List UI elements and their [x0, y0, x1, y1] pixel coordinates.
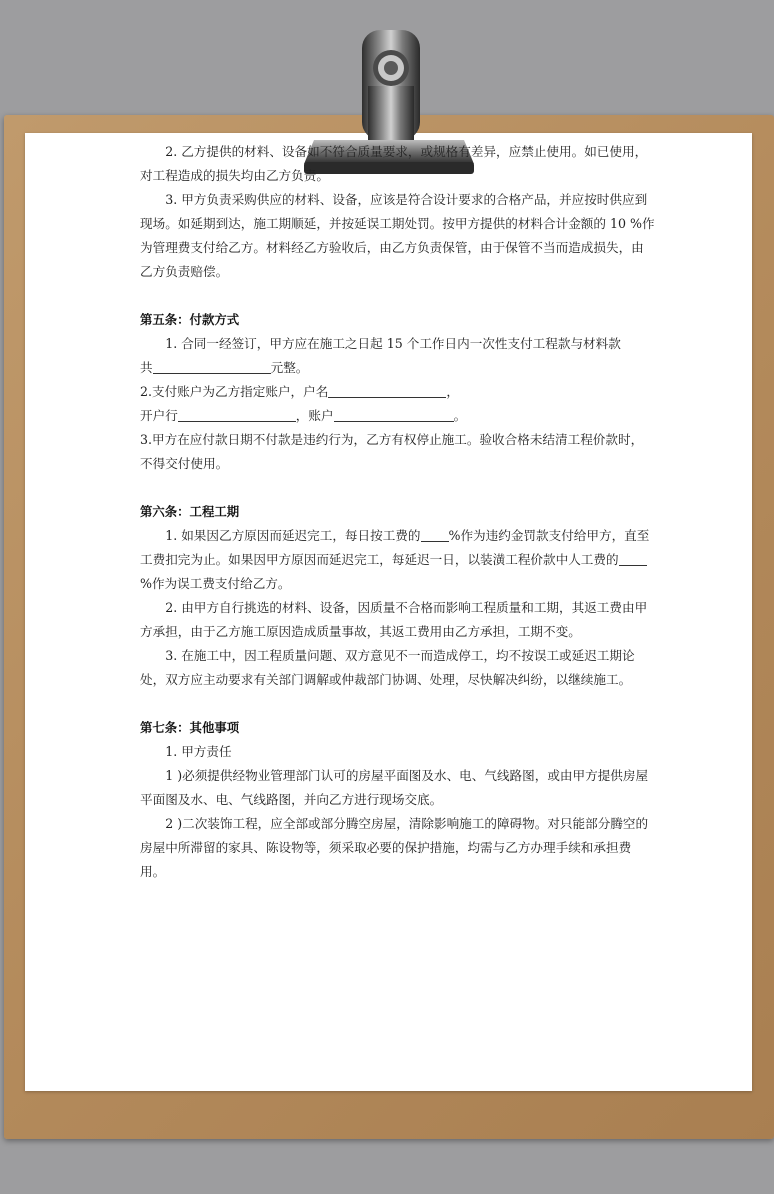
schedule-item-1-part-b: %作为违约金罚款支付给甲方，直至工费扣完为止。如果因甲方原因而延迟完工，每延迟一日，以装潢工程价款中人工费的 [140, 528, 650, 567]
account-name-suffix: ， [446, 384, 459, 399]
schedule-item-2: 2. 由甲方自行挑选的材料、设备，因质量不合格而影响工程质量和工期，其返工费由甲方承担，由于乙方施工原因造成质量事故，其返工费用由乙方承担，工期不变。 [140, 600, 648, 639]
account-number-blank[interactable] [334, 406, 454, 422]
account-number-label: ，账户 [295, 408, 334, 423]
materials-item-2: 2. 乙方提供的材料、设备如不符合质量要求，或规格有差异，应禁止使用。如已使用，对工程造成的损失均由乙方负责。 [140, 144, 648, 183]
schedule-item-1-part-c: %作为误工费支付给乙方。 [140, 576, 291, 591]
section-title-other: 第七条：其他事项 [140, 720, 240, 735]
payment-amount-prefix: 共 [140, 360, 153, 375]
section-title-schedule: 第六条：工程工期 [140, 504, 240, 519]
bank-blank[interactable] [178, 406, 296, 422]
other-item-1: 1 )必须提供经物业管理部门认可的房屋平面图及水、电、气线路图，或由甲方提供房屋平面图及水、电、气线路图，并向乙方进行现场交底。 [140, 768, 649, 807]
party-a-responsibility: 1. 甲方责任 [165, 744, 232, 759]
account-number-suffix: 。 [453, 408, 467, 423]
schedule-item-1-part-a: 1. 如果因乙方原因而延迟完工，每日按工费的 [165, 528, 421, 543]
section-title-payment: 第五条：付款方式 [140, 312, 240, 327]
contract-text [140, 140, 655, 884]
schedule-item-1 [140, 524, 655, 596]
delay-rate-blank[interactable] [619, 550, 647, 566]
account-name-blank[interactable] [328, 382, 446, 398]
penalty-rate-blank[interactable] [421, 526, 449, 542]
payment-item-2-line-2 [140, 404, 655, 428]
schedule-item-3: 3. 在施工中，因工程质量问题、双方意见不一而造成停工，均不按误工或延迟工期论处，双方应主动要求有关部门调解或仲裁部门协调、处理，尽快解决纠纷，以继续施工。 [140, 648, 635, 687]
other-item-2: 2 )二次装饰工程，应全部或部分腾空房屋，清除影响施工的障碍物。对只能部分腾空的房屋中所滞留的家具、陈设物等，须采取必要的保护措施，均需与乙方办理手续和承担费用。 [140, 816, 649, 879]
payment-item-2-line-1 [140, 380, 655, 404]
amount-blank[interactable] [153, 358, 271, 374]
payment-item-3: 3.甲方在应付款日期不付款是违约行为，乙方有权停止施工。验收合格未结清工程价款时，不得交付使用。 [140, 432, 644, 471]
materials-item-3: 3. 甲方负责采购供应的材料、设备，应该是符合设计要求的合格产品，并应按时供应到现场。如延期到达，施工期顺延，并按延误工期处罚。按甲方提供的材料合计金额的 10 %作为管理费支付给乙方。材料经乙方验收后，由乙方负责保管，由于保管不当而造成损失，由乙方负责赔偿。 [140, 192, 655, 279]
payment-item-1: 1. 合同一经签订，甲方应在施工之日起 15 个工作日内一次性支付工程款与材料款 [165, 336, 621, 351]
payment-item-1-amount-line [140, 356, 655, 380]
bank-label: 开户行 [140, 408, 178, 423]
payment-amount-suffix: 元整。 [270, 360, 309, 375]
account-name-label: 2.支付账户为乙方指定账户，户名 [140, 384, 329, 399]
